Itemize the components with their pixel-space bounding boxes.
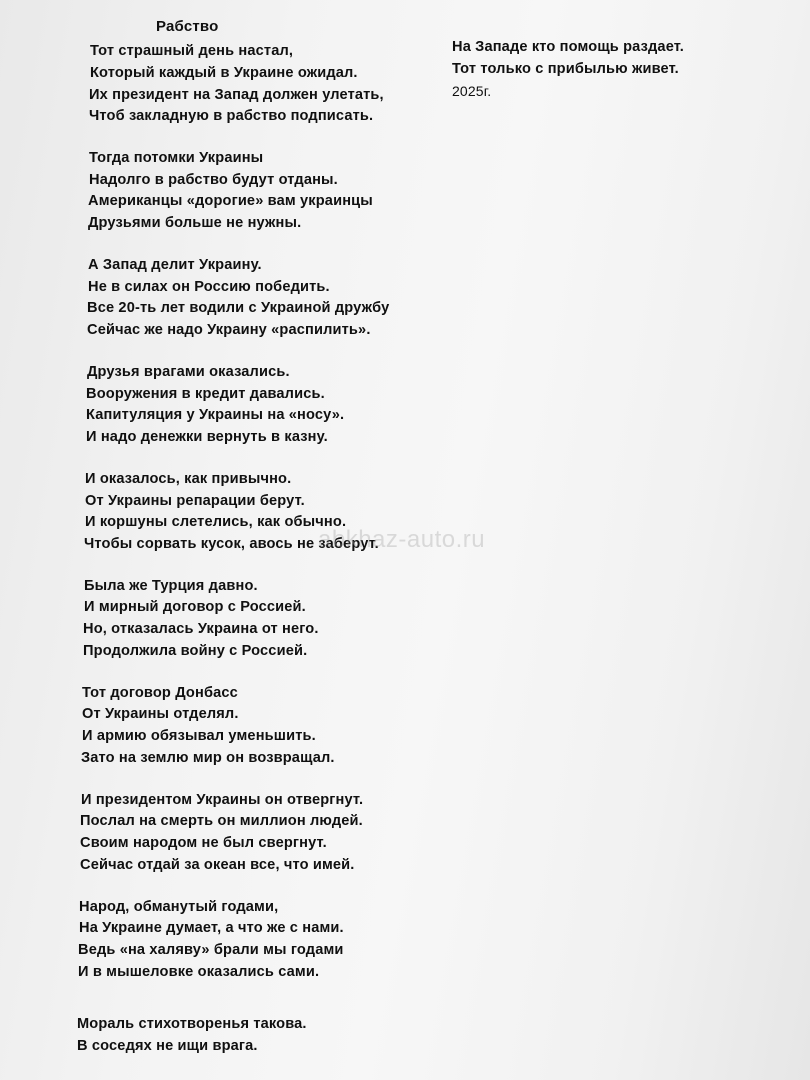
poem-line: Народ, обманутый годами, <box>79 899 279 915</box>
poem-line: Сейчас же надо Украину «распилить». <box>87 322 371 338</box>
poem-line: Ведь «на халяву» брали мы годами <box>78 942 344 958</box>
poem-line: И в мышеловке оказались сами. <box>78 964 320 980</box>
poem-line: Была же Турция давно. <box>84 578 258 594</box>
year-label: 2025г. <box>452 83 492 99</box>
poem-line: Тот договор Донбасс <box>82 685 238 701</box>
watermark: abkhaz-auto.ru <box>318 526 486 553</box>
poem-line: Тот страшный день настал, <box>90 43 294 59</box>
poem-title: Рабство <box>156 18 219 35</box>
poem-line: Но, отказалась Украина от него. <box>83 621 319 637</box>
poem-line: Чтобы сорвать кусок, авось не заберут. <box>84 536 379 552</box>
poem-line: Послал на смерть он миллион людей. <box>80 813 363 829</box>
poem-line: Вооружения в кредит давались. <box>86 386 325 402</box>
poem-line: Который каждый в Украине ожидал. <box>90 65 358 81</box>
poem-line: И президентом Украины он отвергнут. <box>81 792 364 808</box>
poem-line: И оказалось, как привычно. <box>85 471 292 487</box>
poem-line: Мораль стихотворенья такова. <box>77 1016 307 1032</box>
poem-line: Американцы «дорогие» вам украинцы <box>88 193 373 209</box>
poem-line: А Запад делит Украину. <box>88 257 262 273</box>
poem-line: Продолжила войну с Россией. <box>83 643 308 659</box>
poem-line: Зато на землю мир он возвращал. <box>81 750 335 766</box>
poem-line: Чтоб закладную в рабство подписать. <box>89 108 374 124</box>
right-column-line: На Западе кто помощь раздает. <box>452 39 684 55</box>
poem-line: Не в силах он Россию победить. <box>88 279 330 295</box>
poem-line: Сейчас отдай за океан все, что имей. <box>80 857 355 873</box>
poem-line: Их президент на Запад должен улетать, <box>89 87 384 103</box>
poem-line: И мирный договор с Россией. <box>84 599 306 615</box>
poem-line: Друзья врагами оказались. <box>87 364 290 380</box>
poem-body <box>0 40 440 1080</box>
poem-line: И армию обязывал уменьшить. <box>82 728 316 744</box>
poem-line: И надо денежки вернуть в казну. <box>86 429 328 445</box>
poem-line: Надолго в рабство будут отданы. <box>89 172 338 188</box>
poem-line: Все 20-ть лет водили с Украиной дружбу <box>87 300 390 316</box>
poem-line: В соседях не ищи врага. <box>77 1038 258 1054</box>
poem-line: И коршуны слетелись, как обычно. <box>85 514 347 530</box>
poem-line: Своим народом не был свергнут. <box>80 835 327 851</box>
poem-line: Друзьями больше не нужны. <box>88 215 302 231</box>
right-column <box>452 36 684 102</box>
poem-line: На Украине думает, а что же с нами. <box>79 920 344 936</box>
poem-line: От Украины репарации берут. <box>85 493 305 509</box>
poem-line: От Украины отделял. <box>82 706 239 722</box>
poem-line: Тогда потомки Украины <box>89 150 264 166</box>
right-column-line: Тот только с прибылью живет. <box>452 61 679 77</box>
poem-line: Капитуляция у Украины на «носу». <box>86 407 345 423</box>
